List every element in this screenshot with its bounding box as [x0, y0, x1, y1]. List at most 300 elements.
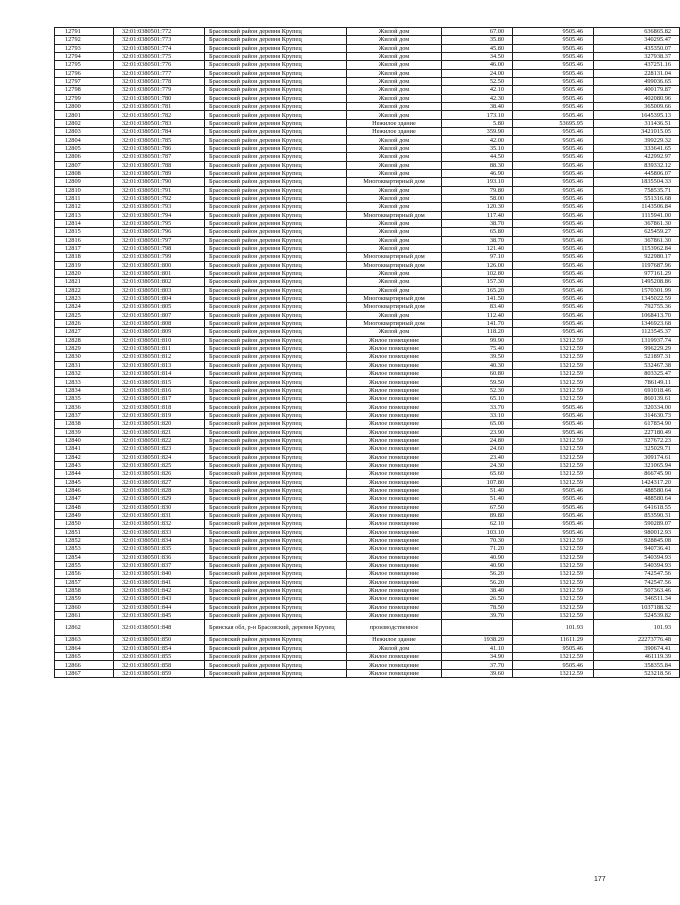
object-type-cell: Жилое помещение — [347, 453, 442, 461]
unit-value-cell: 9505.46 — [513, 520, 594, 528]
area-cell: 33.10 — [442, 411, 513, 419]
cadastral-number-cell: 32:01:0380501:820 — [114, 420, 205, 428]
row-number-cell: 12866 — [55, 661, 114, 669]
cadastral-value-cell: 101.93 — [594, 620, 680, 636]
area-cell: 44.50 — [442, 153, 513, 161]
object-type-cell: Жилой дом — [347, 644, 442, 652]
object-type-cell: Жилой дом — [347, 169, 442, 177]
table-row — [55, 570, 680, 578]
object-type-cell: Многоквартирный дом — [347, 211, 442, 219]
area-cell: 165.20 — [442, 286, 513, 294]
object-type-cell: Жилое помещение — [347, 403, 442, 411]
object-type-cell: Жилое помещение — [347, 669, 442, 677]
cadastral-number-cell: 32:01:0380501:840 — [114, 570, 205, 578]
cadastral-value-cell: 325029.71 — [594, 445, 680, 453]
table-row — [55, 470, 680, 478]
unit-value-cell: 9505.46 — [513, 253, 594, 261]
unit-value-cell: 13212.59 — [513, 578, 594, 586]
cadastral-number-cell: 32:01:0380501:837 — [114, 562, 205, 570]
area-cell: 39.70 — [442, 612, 513, 620]
unit-value-cell: 9505.46 — [513, 328, 594, 336]
area-cell: 65.80 — [442, 228, 513, 236]
cadastral-number-cell: 32:01:0380501:782 — [114, 111, 205, 119]
object-type-cell: Жилое помещение — [347, 587, 442, 595]
area-cell — [442, 620, 513, 636]
object-type-cell: Многоквартирный дом — [347, 320, 442, 328]
table-row — [55, 111, 680, 119]
address-cell: Брасовский район деревня Крупец — [205, 420, 347, 428]
unit-value-cell: 9505.46 — [513, 44, 594, 52]
unit-value-cell: 13212.59 — [513, 386, 594, 394]
row-number-cell: 12834 — [55, 386, 114, 394]
area-cell: 71.20 — [442, 545, 513, 553]
object-type-cell: Многоквартирный дом — [347, 261, 442, 269]
address-cell: Брасовский район деревня Крупец — [205, 578, 347, 586]
unit-value-cell: 9505.46 — [513, 219, 594, 227]
area-cell: 60.80 — [442, 370, 513, 378]
unit-value-cell: 9505.46 — [513, 161, 594, 169]
object-type-cell: Нежилое здание — [347, 636, 442, 644]
object-type-cell: Жилой дом — [347, 94, 442, 102]
area-cell: 89.80 — [442, 511, 513, 519]
cadastral-value-cell: 499036.65 — [594, 78, 680, 86]
unit-value-cell: 13212.59 — [513, 436, 594, 444]
table-row — [55, 69, 680, 77]
cadastral-number-cell: 32:01:0380501:797 — [114, 236, 205, 244]
area-cell: 38.40 — [442, 103, 513, 111]
table-row — [55, 144, 680, 152]
table-row — [55, 295, 680, 303]
area-cell: 157.30 — [442, 278, 513, 286]
address-cell: Брасовский район деревня Крупец — [205, 253, 347, 261]
address-cell: Брасовский район деревня Крупец — [205, 612, 347, 620]
address-cell: Брасовский район деревня Крупец — [205, 178, 347, 186]
table-row — [55, 378, 680, 386]
table-row — [55, 361, 680, 369]
address-cell: Брасовский район деревня Крупец — [205, 328, 347, 336]
cadastral-number-cell: 32:01:0380501:774 — [114, 44, 205, 52]
area-cell: 38.70 — [442, 236, 513, 244]
cadastral-number-cell: 32:01:0380501:807 — [114, 311, 205, 319]
object-type-cell: Жилой дом — [347, 61, 442, 69]
cadastral-number-cell: 32:01:0380501:828 — [114, 486, 205, 494]
object-type-cell: Жилое помещение — [347, 503, 442, 511]
address-cell: Брасовский район деревня Крупец — [205, 261, 347, 269]
table-row — [55, 336, 680, 344]
cadastral-value-cell: 1835504.33 — [594, 178, 680, 186]
unit-value-cell: 9505.46 — [513, 661, 594, 669]
area-cell: 173.10 — [442, 111, 513, 119]
table-row — [55, 445, 680, 453]
cadastral-value-cell: 1153962.84 — [594, 244, 680, 252]
area-cell: 67.50 — [442, 503, 513, 511]
object-type-cell: Жилое помещение — [347, 562, 442, 570]
unit-value-cell: 9505.46 — [513, 320, 594, 328]
address-cell: Брасовский район деревня Крупец — [205, 228, 347, 236]
table-row — [55, 411, 680, 419]
table-row — [55, 636, 680, 644]
area-cell: 40.30 — [442, 361, 513, 369]
unit-value-cell: 13212.59 — [513, 378, 594, 386]
unit-value-cell: 101.93 — [513, 620, 594, 636]
unit-value-cell: 9505.46 — [513, 244, 594, 252]
table-row — [55, 578, 680, 586]
object-type-cell: производственное — [347, 620, 442, 636]
cadastral-value-cell: 940736.41 — [594, 545, 680, 553]
row-number-cell: 12848 — [55, 503, 114, 511]
cadastral-value-cell: 1197687.96 — [594, 261, 680, 269]
object-type-cell: Нежилое здание — [347, 119, 442, 127]
row-number-cell: 12865 — [55, 653, 114, 661]
address-cell: Брасовский район деревня Крупец — [205, 595, 347, 603]
object-type-cell: Жилое помещение — [347, 386, 442, 394]
address-cell: Брасовский район деревня Крупец — [205, 511, 347, 519]
object-type-cell: Жилой дом — [347, 186, 442, 194]
unit-value-cell: 13212.59 — [513, 353, 594, 361]
unit-value-cell: 9505.46 — [513, 144, 594, 152]
unit-value-cell: 9505.46 — [513, 286, 594, 294]
table-row — [55, 136, 680, 144]
address-cell: Брасовский район деревня Крупец — [205, 211, 347, 219]
address-cell: Брасовский район деревня Крупец — [205, 69, 347, 77]
address-cell: Брасовский район деревня Крупец — [205, 186, 347, 194]
row-number-cell: 12867 — [55, 669, 114, 677]
cadastral-value-cell: 866745.90 — [594, 470, 680, 478]
area-cell: 45.80 — [442, 44, 513, 52]
cadastral-value-cell: 333641.65 — [594, 144, 680, 152]
cadastral-number-cell: 32:01:0380501:827 — [114, 478, 205, 486]
cadastral-value-cell: 321065.94 — [594, 461, 680, 469]
area-cell: 34.90 — [442, 653, 513, 661]
cadastral-number-cell: 32:01:0380501:794 — [114, 211, 205, 219]
address-cell: Брасовский район деревня Крупец — [205, 269, 347, 277]
cadastral-number-cell: 32:01:0380501:810 — [114, 336, 205, 344]
object-type-cell: Жилой дом — [347, 269, 442, 277]
address-cell: Брасовский район деревня Крупец — [205, 378, 347, 386]
area-cell: 33.70 — [442, 403, 513, 411]
address-cell: Брасовский район деревня Крупец — [205, 28, 347, 36]
unit-value-cell: 9505.46 — [513, 278, 594, 286]
object-type-cell: Жилое помещение — [347, 536, 442, 544]
unit-value-cell: 13212.59 — [513, 336, 594, 344]
unit-value-cell: 9505.46 — [513, 28, 594, 36]
table-row — [55, 236, 680, 244]
unit-value-cell: 13212.59 — [513, 370, 594, 378]
row-number-cell: 12843 — [55, 461, 114, 469]
object-type-cell: Жилой дом — [347, 228, 442, 236]
address-cell: Брасовский район деревня Крупец — [205, 436, 347, 444]
table-row — [55, 553, 680, 561]
unit-value-cell: 9505.46 — [513, 111, 594, 119]
row-number-cell: 12855 — [55, 562, 114, 570]
table-row — [55, 194, 680, 202]
cadastral-number-cell: 32:01:0380501:801 — [114, 269, 205, 277]
cadastral-number-cell: 32:01:0380501:788 — [114, 161, 205, 169]
row-number-cell: 12854 — [55, 553, 114, 561]
cadastral-number-cell: 32:01:0380501:802 — [114, 278, 205, 286]
table-row — [55, 61, 680, 69]
table-row — [55, 94, 680, 102]
object-type-cell: Жилое помещение — [347, 595, 442, 603]
cadastral-value-cell: 437251.16 — [594, 61, 680, 69]
row-number-cell: 12812 — [55, 203, 114, 211]
table-row — [55, 161, 680, 169]
address-cell: Брасовский район деревня Крупец — [205, 144, 347, 152]
unit-value-cell: 13212.59 — [513, 461, 594, 469]
area-cell: 121.40 — [442, 244, 513, 252]
row-number-cell: 12853 — [55, 545, 114, 553]
table-row — [55, 653, 680, 661]
unit-value-cell: 9505.46 — [513, 311, 594, 319]
row-number-cell: 12825 — [55, 311, 114, 319]
address-cell: Брасовский район деревня Крупец — [205, 603, 347, 611]
cadastral-value-cell: 3421015.05 — [594, 128, 680, 136]
unit-value-cell: 9505.46 — [513, 86, 594, 94]
object-type-cell: Жилое помещение — [347, 395, 442, 403]
unit-value-cell: 13212.59 — [513, 345, 594, 353]
unit-value-cell: 9505.46 — [513, 136, 594, 144]
area-cell: 118.20 — [442, 328, 513, 336]
cadastral-value-cell: 1346923.68 — [594, 320, 680, 328]
cadastral-number-cell: 32:01:0380501:772 — [114, 28, 205, 36]
row-number-cell: 12815 — [55, 228, 114, 236]
area-cell: 112.40 — [442, 311, 513, 319]
object-type-cell: Жилое помещение — [347, 495, 442, 503]
cadastral-number-cell: 32:01:0380501:816 — [114, 386, 205, 394]
cadastral-value-cell: 922980.17 — [594, 253, 680, 261]
area-cell: 62.10 — [442, 520, 513, 528]
area-cell: 38.70 — [442, 219, 513, 227]
address-cell: Брасовский район деревня Крупец — [205, 103, 347, 111]
area-cell: 67.00 — [442, 28, 513, 36]
cadastral-number-cell: 32:01:0380501:799 — [114, 253, 205, 261]
object-type-cell: Жилой дом — [347, 136, 442, 144]
object-type-cell: Жилое помещение — [347, 470, 442, 478]
cadastral-value-cell: 1424317.20 — [594, 478, 680, 486]
address-cell: Брасовский район деревня Крупец — [205, 644, 347, 652]
address-cell: Брасовский район деревня Крупец — [205, 545, 347, 553]
table-row — [55, 128, 680, 136]
table-row — [55, 395, 680, 403]
address-cell: Брасовский район деревня Крупец — [205, 86, 347, 94]
area-cell: 107.80 — [442, 478, 513, 486]
object-type-cell: Жилое помещение — [347, 428, 442, 436]
cadastral-value-cell: 488580.64 — [594, 486, 680, 494]
table-row — [55, 562, 680, 570]
cadastral-value-cell: 445806.07 — [594, 169, 680, 177]
address-cell: Брасовский район деревня Крупец — [205, 244, 347, 252]
cadastral-number-cell: 32:01:0380501:786 — [114, 144, 205, 152]
unit-value-cell: 13212.59 — [513, 545, 594, 553]
area-cell: 99.90 — [442, 336, 513, 344]
cadastral-value-cell: 1570301.99 — [594, 286, 680, 294]
row-number-cell: 12816 — [55, 236, 114, 244]
address-cell: Брасовский район деревня Крупец — [205, 428, 347, 436]
cadastral-number-cell: 32:01:0380501:781 — [114, 103, 205, 111]
address-cell: Брасовский район деревня Крупец — [205, 669, 347, 677]
area-cell: 34.50 — [442, 53, 513, 61]
row-number-cell: 12809 — [55, 178, 114, 186]
cadastral-number-cell: 32:01:0380501:776 — [114, 61, 205, 69]
unit-value-cell: 9505.46 — [513, 203, 594, 211]
unit-value-cell: 9505.46 — [513, 528, 594, 536]
table-row — [55, 587, 680, 595]
address-cell: Брасовский район деревня Крупец — [205, 286, 347, 294]
row-number-cell: 12801 — [55, 111, 114, 119]
table-row — [55, 269, 680, 277]
table-row — [55, 428, 680, 436]
cadastral-number-cell: 32:01:0380501:785 — [114, 136, 205, 144]
row-number-cell: 12808 — [55, 169, 114, 177]
row-number-cell: 12818 — [55, 253, 114, 261]
cadastral-value-cell: 803325.47 — [594, 370, 680, 378]
address-cell: Брасовский район деревня Крупец — [205, 536, 347, 544]
object-type-cell: Многоквартирный дом — [347, 303, 442, 311]
cadastral-number-cell: 32:01:0380501:818 — [114, 403, 205, 411]
address-cell: Брасовский район деревня Крупец — [205, 528, 347, 536]
cadastral-number-cell: 32:01:0380501:778 — [114, 78, 205, 86]
unit-value-cell: 13212.59 — [513, 603, 594, 611]
row-number-cell: 12829 — [55, 345, 114, 353]
cadastral-number-cell: 32:01:0380501:789 — [114, 169, 205, 177]
address-cell: Брасовский район деревня Крупец — [205, 303, 347, 311]
cadastral-number-cell: 32:01:0380501:787 — [114, 153, 205, 161]
area-cell: 24.60 — [442, 445, 513, 453]
address-cell: Брасовский район деревня Крупец — [205, 653, 347, 661]
table-row — [55, 453, 680, 461]
address-cell: Брасовский район деревня Крупец — [205, 445, 347, 453]
area-cell: 102.80 — [442, 269, 513, 277]
cadastral-number-cell: 32:01:0380501:855 — [114, 653, 205, 661]
unit-value-cell: 9505.46 — [513, 420, 594, 428]
cadastral-number-cell: 32:01:0380501:832 — [114, 520, 205, 528]
table-row — [55, 420, 680, 428]
area-cell: 83.40 — [442, 303, 513, 311]
address-cell: Брасовский район деревня Крупец — [205, 94, 347, 102]
cadastral-number-cell: 32:01:0380501:813 — [114, 361, 205, 369]
table-row — [55, 495, 680, 503]
cadastral-number-cell: 32:01:0380501:800 — [114, 261, 205, 269]
cadastral-number-cell: 32:01:0380501:805 — [114, 303, 205, 311]
row-number-cell: 12831 — [55, 361, 114, 369]
cadastral-number-cell: 32:01:0380501:803 — [114, 286, 205, 294]
cadastral-value-cell: 758535.71 — [594, 186, 680, 194]
area-cell: 88.30 — [442, 161, 513, 169]
address-cell: Брасовский район деревня Крупец — [205, 587, 347, 595]
cadastral-value-cell: 590289.07 — [594, 520, 680, 528]
object-type-cell: Жилой дом — [347, 244, 442, 252]
cadastral-number-cell: 32:01:0380501:842 — [114, 587, 205, 595]
area-cell: 359.90 — [442, 128, 513, 136]
cadastral-value-cell: 340295.47 — [594, 36, 680, 44]
area-cell: 5.80 — [442, 119, 513, 127]
row-number-cell: 12846 — [55, 486, 114, 494]
unit-value-cell: 13212.59 — [513, 395, 594, 403]
object-type-cell: Жилое помещение — [347, 520, 442, 528]
row-number-cell: 12806 — [55, 153, 114, 161]
area-cell: 126.00 — [442, 261, 513, 269]
area-cell: 117.40 — [442, 211, 513, 219]
object-type-cell: Многоквартирный дом — [347, 253, 442, 261]
table-row — [55, 36, 680, 44]
address-cell: Брасовский район деревня Крупец — [205, 36, 347, 44]
table-row — [55, 286, 680, 294]
row-number-cell: 12797 — [55, 78, 114, 86]
cadastral-number-cell: 32:01:0380501:793 — [114, 203, 205, 211]
cadastral-value-cell: 1037188.32 — [594, 603, 680, 611]
table-row — [55, 436, 680, 444]
row-number-cell: 12832 — [55, 370, 114, 378]
area-cell: 52.50 — [442, 78, 513, 86]
table-row — [55, 178, 680, 186]
row-number-cell: 12804 — [55, 136, 114, 144]
cadastral-value-cell: 346511.34 — [594, 595, 680, 603]
unit-value-cell: 9505.46 — [513, 269, 594, 277]
object-type-cell: Жилой дом — [347, 53, 442, 61]
cadastral-value-cell: 327938.37 — [594, 53, 680, 61]
row-number-cell: 12840 — [55, 436, 114, 444]
object-type-cell: Жилой дом — [347, 311, 442, 319]
cadastral-value-cell: 860139.61 — [594, 395, 680, 403]
object-type-cell: Многоквартирный дом — [347, 178, 442, 186]
area-cell: 52.30 — [442, 386, 513, 394]
object-type-cell: Жилое помещение — [347, 361, 442, 369]
object-type-cell: Жилое помещение — [347, 528, 442, 536]
cadastral-value-cell: 524539.82 — [594, 612, 680, 620]
cadastral-value-cell: 365009.66 — [594, 103, 680, 111]
object-type-cell: Жилое помещение — [347, 511, 442, 519]
cadastral-number-cell: 32:01:0380501:826 — [114, 470, 205, 478]
row-number-cell: 12857 — [55, 578, 114, 586]
cadastral-number-cell: 32:01:0380501:792 — [114, 194, 205, 202]
object-type-cell: Жилое помещение — [347, 336, 442, 344]
cadastral-value-cell: 309174.61 — [594, 453, 680, 461]
cadastral-value-cell: 996229.29 — [594, 345, 680, 353]
unit-value-cell: 9505.46 — [513, 503, 594, 511]
cadastral-value-cell: 22273776.48 — [594, 636, 680, 644]
cadastral-number-cell: 32:01:0380501:777 — [114, 69, 205, 77]
address-cell: Брасовский район деревня Крупец — [205, 520, 347, 528]
cadastral-value-cell: 691018.46 — [594, 386, 680, 394]
cadastral-number-cell: 32:01:0380501:809 — [114, 328, 205, 336]
cadastral-number-cell: 32:01:0380501:845 — [114, 612, 205, 620]
unit-value-cell: 13212.59 — [513, 361, 594, 369]
unit-value-cell: 9505.46 — [513, 303, 594, 311]
row-number-cell: 12819 — [55, 261, 114, 269]
row-number-cell: 12841 — [55, 445, 114, 453]
row-number-cell: 12856 — [55, 570, 114, 578]
table-row — [55, 311, 680, 319]
table-row — [55, 303, 680, 311]
address-cell: Брасовский район деревня Крупец — [205, 236, 347, 244]
table-row — [55, 545, 680, 553]
cadastral-value-cell: 228131.04 — [594, 69, 680, 77]
unit-value-cell: 13212.59 — [513, 570, 594, 578]
table-row — [55, 53, 680, 61]
address-cell: Брасовский район деревня Крупец — [205, 486, 347, 494]
area-cell: 79.80 — [442, 186, 513, 194]
unit-value-cell: 9505.46 — [513, 236, 594, 244]
area-cell: 193.10 — [442, 178, 513, 186]
row-number-cell: 12864 — [55, 644, 114, 652]
object-type-cell: Жилой дом — [347, 161, 442, 169]
cadastral-value-cell: 358355.84 — [594, 661, 680, 669]
area-cell: 65.10 — [442, 395, 513, 403]
cadastral-value-cell: 327672.23 — [594, 436, 680, 444]
table-row — [55, 528, 680, 536]
row-number-cell: 12822 — [55, 286, 114, 294]
row-number-cell: 12849 — [55, 511, 114, 519]
